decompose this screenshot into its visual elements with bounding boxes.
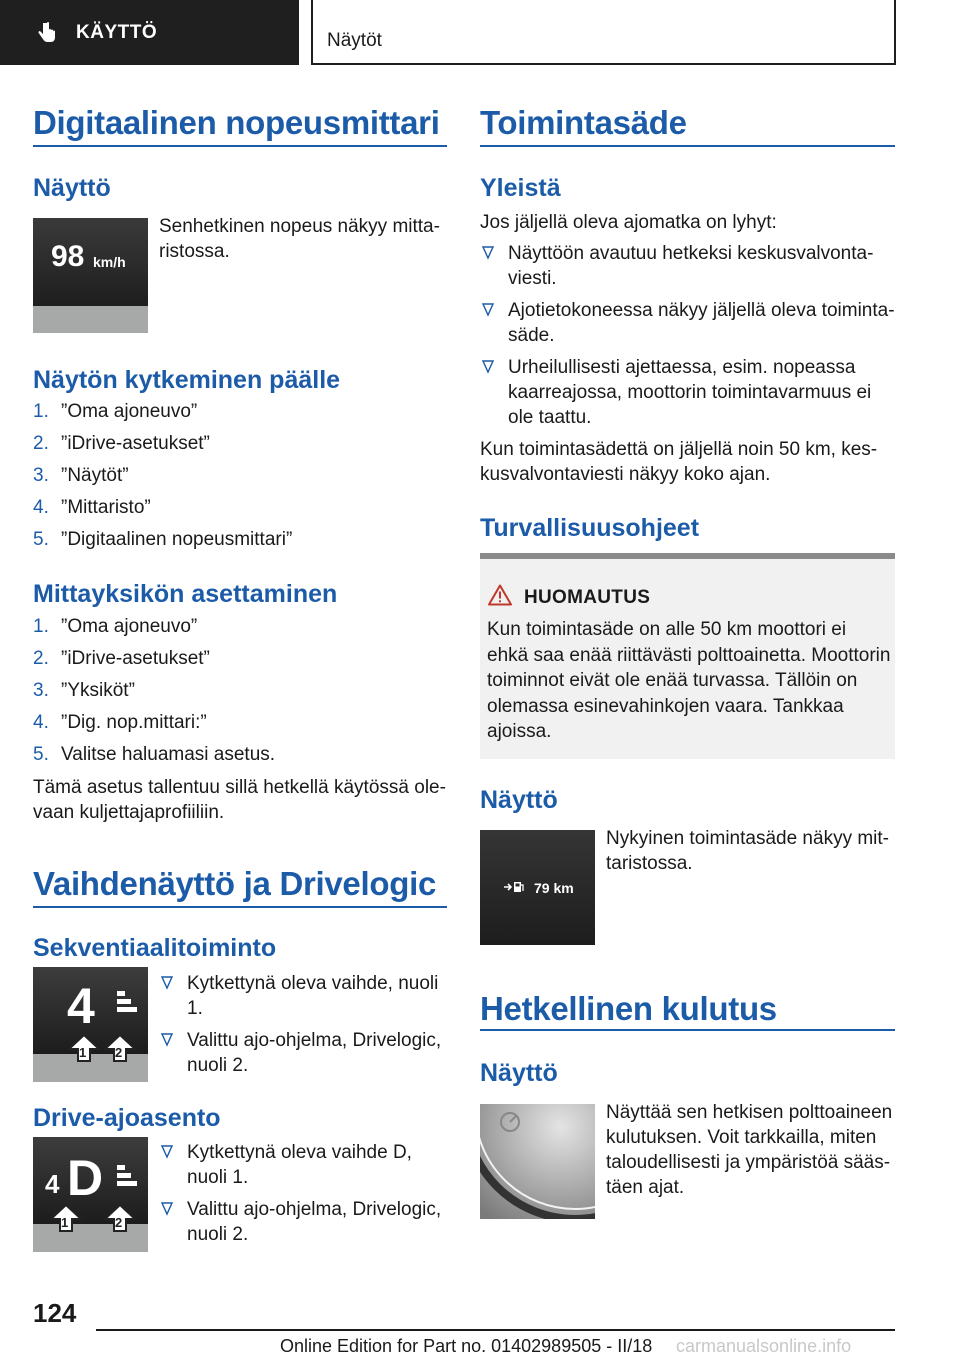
triangle-bullet-icon bbox=[482, 246, 494, 260]
gear-number: 4 bbox=[45, 1169, 60, 1199]
subheading-display: Näyttö bbox=[480, 786, 558, 814]
list-item: 1. ”Oma ajoneuvo” bbox=[33, 616, 198, 637]
triangle-bullet-icon bbox=[161, 1033, 173, 1047]
heading-consumption: Hetkellinen kulutus bbox=[480, 990, 777, 1027]
range-display-image bbox=[480, 830, 595, 945]
gear-number: 4 bbox=[67, 978, 95, 1034]
speed-unit: km/h bbox=[93, 254, 126, 270]
list-item: Valittu ajo-ohjelma, Drivelogic, nuoli 2. bbox=[159, 1028, 449, 1078]
gear-display-image-drive bbox=[33, 1137, 148, 1252]
triangle-bullet-icon bbox=[161, 1202, 173, 1216]
edition-text: Online Edition for Part no. 01402989505 - II/18 bbox=[280, 1336, 653, 1356]
list-item: 2. ”iDrive-asetukset” bbox=[33, 648, 210, 669]
triangle-bullet-icon bbox=[482, 303, 494, 317]
list-item: Näyttöön avautuu hetkeksi keskusvalvontaviesti. bbox=[480, 241, 895, 291]
triangle-bullet-icon bbox=[161, 976, 173, 990]
heading-rule bbox=[480, 1029, 895, 1031]
footer-rule bbox=[96, 1329, 895, 1331]
subheading-enable-display: Näytön kytkeminen päälle bbox=[33, 366, 341, 394]
subheading-display: Näyttö bbox=[480, 1059, 558, 1087]
triangle-bullet-icon bbox=[482, 360, 494, 374]
subheading-unit-setting: Mittayksikön asettaminen bbox=[33, 580, 338, 608]
speed-value: 98 bbox=[51, 240, 85, 273]
drivelogic-bars-icon bbox=[115, 987, 139, 1023]
heading-rule bbox=[33, 906, 447, 908]
warning-title: HUOMAUTUS bbox=[524, 587, 651, 608]
range-outro: Kun toimintasädettä on jäljellä noin 50 km, keskusvalvontaviesti näkyy koko ajan. bbox=[480, 439, 878, 485]
list-item: 4. ”Mittaristo” bbox=[33, 497, 151, 518]
heading-rule bbox=[480, 145, 895, 147]
arrow-1-label: 1 bbox=[79, 1045, 87, 1060]
range-display-text: Nykyinen toimintasäde näkyy mittaristossa. bbox=[606, 828, 889, 874]
list-item: Kytkettynä oleva vaihde D, nuoli 1. bbox=[159, 1140, 449, 1190]
speed-display-image bbox=[33, 218, 148, 333]
range-value: 79 km bbox=[534, 880, 574, 896]
list-item: Kytkettynä oleva vaihde, nuoli 1. bbox=[159, 971, 449, 1021]
section-label: Näytöt bbox=[327, 30, 382, 51]
heading-range: Toimintasäde bbox=[480, 104, 687, 141]
speed-display-bezel bbox=[33, 306, 148, 333]
drivelogic-bars-icon bbox=[115, 1161, 139, 1197]
warning-triangle-icon bbox=[488, 584, 512, 606]
list-item: 2. ”iDrive-asetukset” bbox=[33, 433, 210, 454]
chapter-tab[interactable] bbox=[0, 0, 299, 65]
consumption-text: Näyttää sen hetkisen polttoaineen kulutuksen. Voit tarkkailla, miten taloudellisesti ja ympäristöä säästäen ajat. bbox=[606, 1102, 893, 1198]
consumption-gauge-graphic bbox=[480, 1104, 595, 1219]
consumption-gauge-image bbox=[480, 1104, 595, 1219]
range-list bbox=[480, 241, 895, 437]
arrow-2-label: 2 bbox=[115, 1215, 123, 1230]
arrow-1-label: 1 bbox=[61, 1215, 69, 1230]
unit-steps-list bbox=[33, 614, 275, 774]
range-intro: Jos jäljellä oleva ajomatka on lyhyt: bbox=[480, 212, 777, 233]
list-item: 3. ”Näytöt” bbox=[33, 465, 129, 486]
subheading-display: Näyttö bbox=[33, 174, 111, 202]
heading-digital-speedometer: Digitaalinen nopeusmittari bbox=[33, 104, 440, 141]
subheading-safety: Turvallisuusohjeet bbox=[480, 514, 700, 542]
list-item: Urheilullisesti ajettaessa, esim. nopeassa kaarreajossa, moottorin toimintavarmuus ei ole taattu. bbox=[480, 355, 895, 430]
gear-display-image-sequential bbox=[33, 967, 148, 1082]
heading-gear-display: Vaihdenäyttö ja Drivelogic bbox=[33, 865, 436, 902]
profile-note: Tämä asetus tallentuu sillä hetkellä käytössä olevaan kuljettajaprofiiliin. bbox=[33, 777, 446, 823]
page-number: 124 bbox=[33, 1298, 77, 1328]
list-item: Ajotietokoneessa näkyy jäljellä oleva toimintasäde. bbox=[480, 298, 895, 348]
list-item: 4. ”Dig. nop.mittari:” bbox=[33, 712, 207, 733]
list-item: 5. Valitse haluamasi asetus. bbox=[33, 744, 276, 765]
warning-box bbox=[480, 553, 895, 759]
hand-pointer-icon bbox=[34, 20, 60, 46]
list-item: 5. ”Digitaalinen nopeusmittari” bbox=[33, 529, 293, 550]
enable-steps-list bbox=[33, 399, 292, 559]
subheading-sequential: Sekventiaalitoiminto bbox=[33, 934, 277, 962]
arrow-2-label: 2 bbox=[115, 1045, 123, 1060]
list-item: 1. ”Oma ajoneuvo” bbox=[33, 401, 198, 422]
speed-description: Senhetkinen nopeus näkyy mittaristossa. bbox=[159, 216, 440, 262]
list-item: Valittu ajo-ohjelma, Drivelogic, nuoli 2. bbox=[159, 1197, 449, 1247]
subheading-general: Yleistä bbox=[480, 174, 561, 202]
chapter-label: KÄYTTÖ bbox=[76, 21, 158, 43]
sequential-list bbox=[159, 971, 449, 1085]
gear-mode-letter: D bbox=[67, 1150, 104, 1206]
section-tab[interactable] bbox=[311, 0, 896, 65]
triangle-bullet-icon bbox=[161, 1145, 173, 1159]
subheading-drive-position: Drive-ajoasento bbox=[33, 1104, 221, 1132]
watermark-text: carmanualsonline.info bbox=[676, 1336, 852, 1356]
heading-rule bbox=[33, 145, 447, 147]
drive-list bbox=[159, 1140, 449, 1254]
fuel-pump-arrow-icon bbox=[503, 880, 525, 894]
list-item: 3. ”Yksiköt” bbox=[33, 680, 135, 701]
warning-body: Kun toimintasäde on alle 50 km moottori ei ehkä saa enää riittävästi polttoainetta. Moottorin toiminnot eivät ole enää turvassa. Tällöin on olemassa esinevahinkojen vaara. Tankkaa ajoissa. bbox=[487, 619, 891, 742]
